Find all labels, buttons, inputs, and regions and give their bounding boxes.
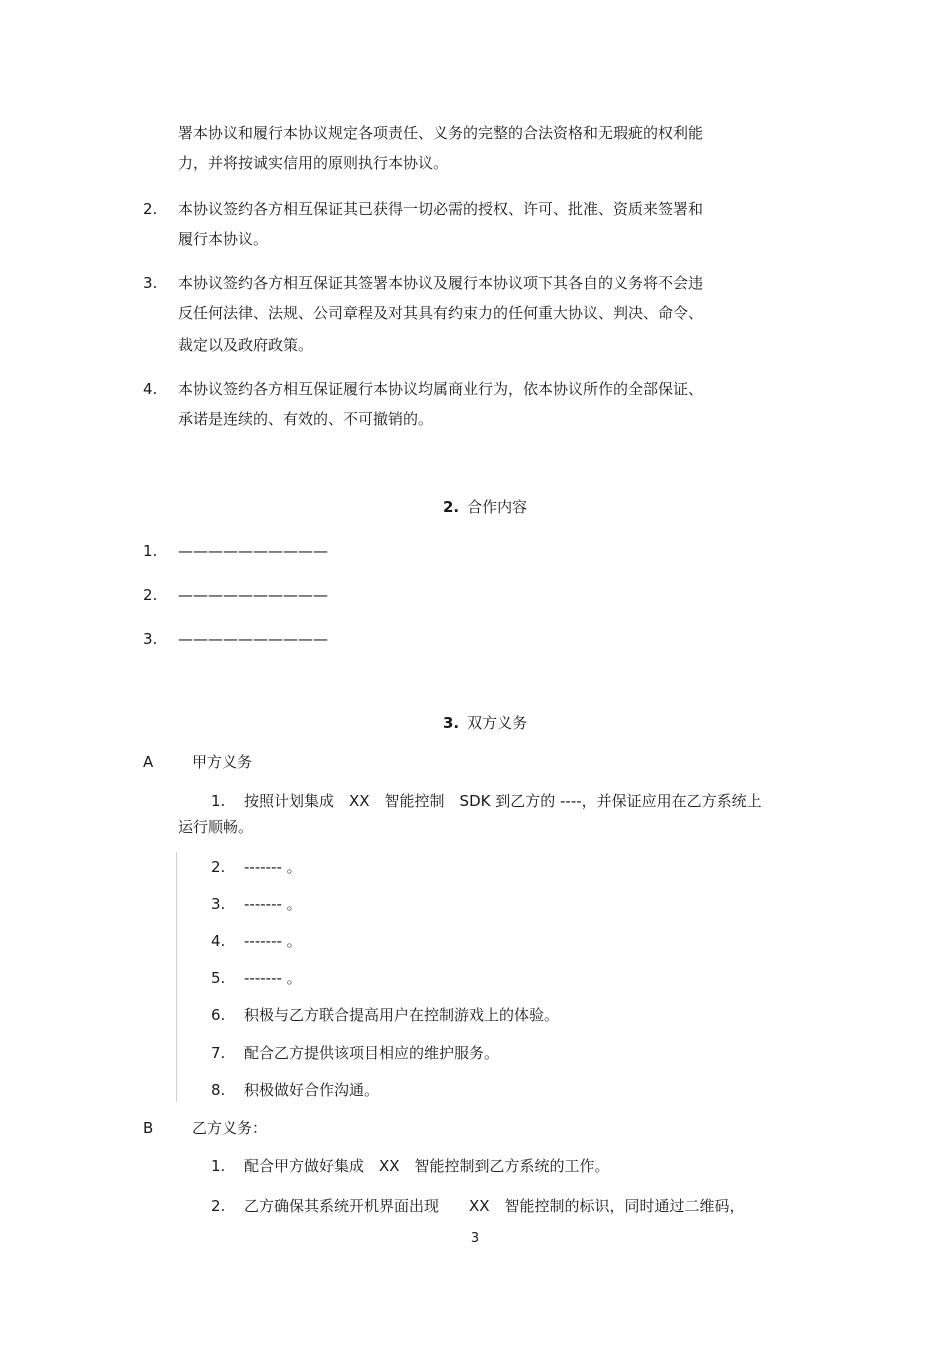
list-number: 3.	[143, 274, 158, 292]
section-title: 双方义务	[467, 714, 528, 732]
part-letter: B	[143, 1119, 154, 1137]
paragraph-line: 反任何法律、法规、公司章程及对其具有约束力的任何重大协议、判决、命令、	[178, 304, 704, 322]
list-item-text: 配合乙方提供该项目相应的维护服务。	[244, 1044, 500, 1062]
paragraph-line: 署本协议和履行本协议规定各项责任、义务的完整的合法资格和无瑕疵的权利能	[178, 124, 704, 142]
section-heading	[443, 713, 527, 733]
list-number: 8.	[211, 1081, 226, 1099]
paragraph-line: 承诺是连续的、有效的、不可撤销的。	[178, 410, 434, 428]
list-number: 2.	[211, 1197, 226, 1215]
list-number: 4.	[211, 932, 226, 950]
list-item-text: 乙方确保其系统开机界面出现 XX 智能控制的标识，同时通过二维码，	[244, 1197, 745, 1215]
list-number: 2.	[143, 200, 158, 218]
section-heading	[443, 497, 527, 517]
list-item-text: 积极做好合作沟通。	[244, 1081, 380, 1099]
section-title: 合作内容	[467, 498, 528, 516]
part-title: 甲方义务	[192, 753, 253, 771]
list-number: 2.	[211, 858, 226, 876]
paragraph-line: 履行本协议。	[178, 230, 269, 248]
margin-rule	[176, 852, 177, 1102]
list-item-text: 积极与乙方联合提高用户在控制游戏上的体验。	[244, 1006, 560, 1024]
list-item-text: ------- 。	[244, 858, 302, 876]
paragraph-line: 裁定以及政府政策。	[178, 336, 314, 354]
paragraph-line: 本协议签约各方相互保证其签署本协议及履行本协议项下其各自的义务将不会违	[178, 274, 704, 292]
list-number: 6.	[211, 1006, 226, 1024]
list-number: 1.	[211, 792, 226, 810]
list-number: 3.	[211, 895, 226, 913]
blank-line: ——————————	[178, 542, 328, 560]
list-item-text: ------- 。	[244, 932, 302, 950]
list-number: 4.	[143, 380, 158, 398]
list-number: 2.	[143, 586, 158, 604]
list-number: 3.	[143, 630, 158, 648]
page-number: 3	[470, 1231, 480, 1246]
list-item-text: 配合甲方做好集成 XX 智能控制到乙方系统的工作。	[244, 1157, 610, 1175]
paragraph-line: 本协议签约各方相互保证履行本协议均属商业行为，依本协议所作的全部保证、	[178, 380, 704, 398]
list-number: 5.	[211, 969, 226, 987]
paragraph-line: 运行顺畅。	[178, 818, 254, 836]
list-number: 1.	[143, 542, 158, 560]
paragraph-line: 本协议签约各方相互保证其已获得一切必需的授权、许可、批准、资质来签署和	[178, 200, 704, 218]
list-item-text: ------- 。	[244, 895, 302, 913]
list-number: 1.	[211, 1157, 226, 1175]
part-title: 乙方义务：	[192, 1119, 268, 1137]
part-letter: A	[143, 753, 154, 771]
paragraph-line: 力，并将按诚实信用的原则执行本协议。	[178, 154, 449, 172]
blank-line: ——————————	[178, 586, 328, 604]
blank-line: ——————————	[178, 630, 328, 648]
list-item-text: ------- 。	[244, 969, 302, 987]
section-number: 3.	[443, 714, 460, 732]
paragraph-line: 按照计划集成 XX 智能控制 SDK 到乙方的 ----，并保证应用在乙方系统上	[244, 792, 762, 810]
list-number: 7.	[211, 1044, 226, 1062]
section-number: 2.	[443, 498, 460, 516]
